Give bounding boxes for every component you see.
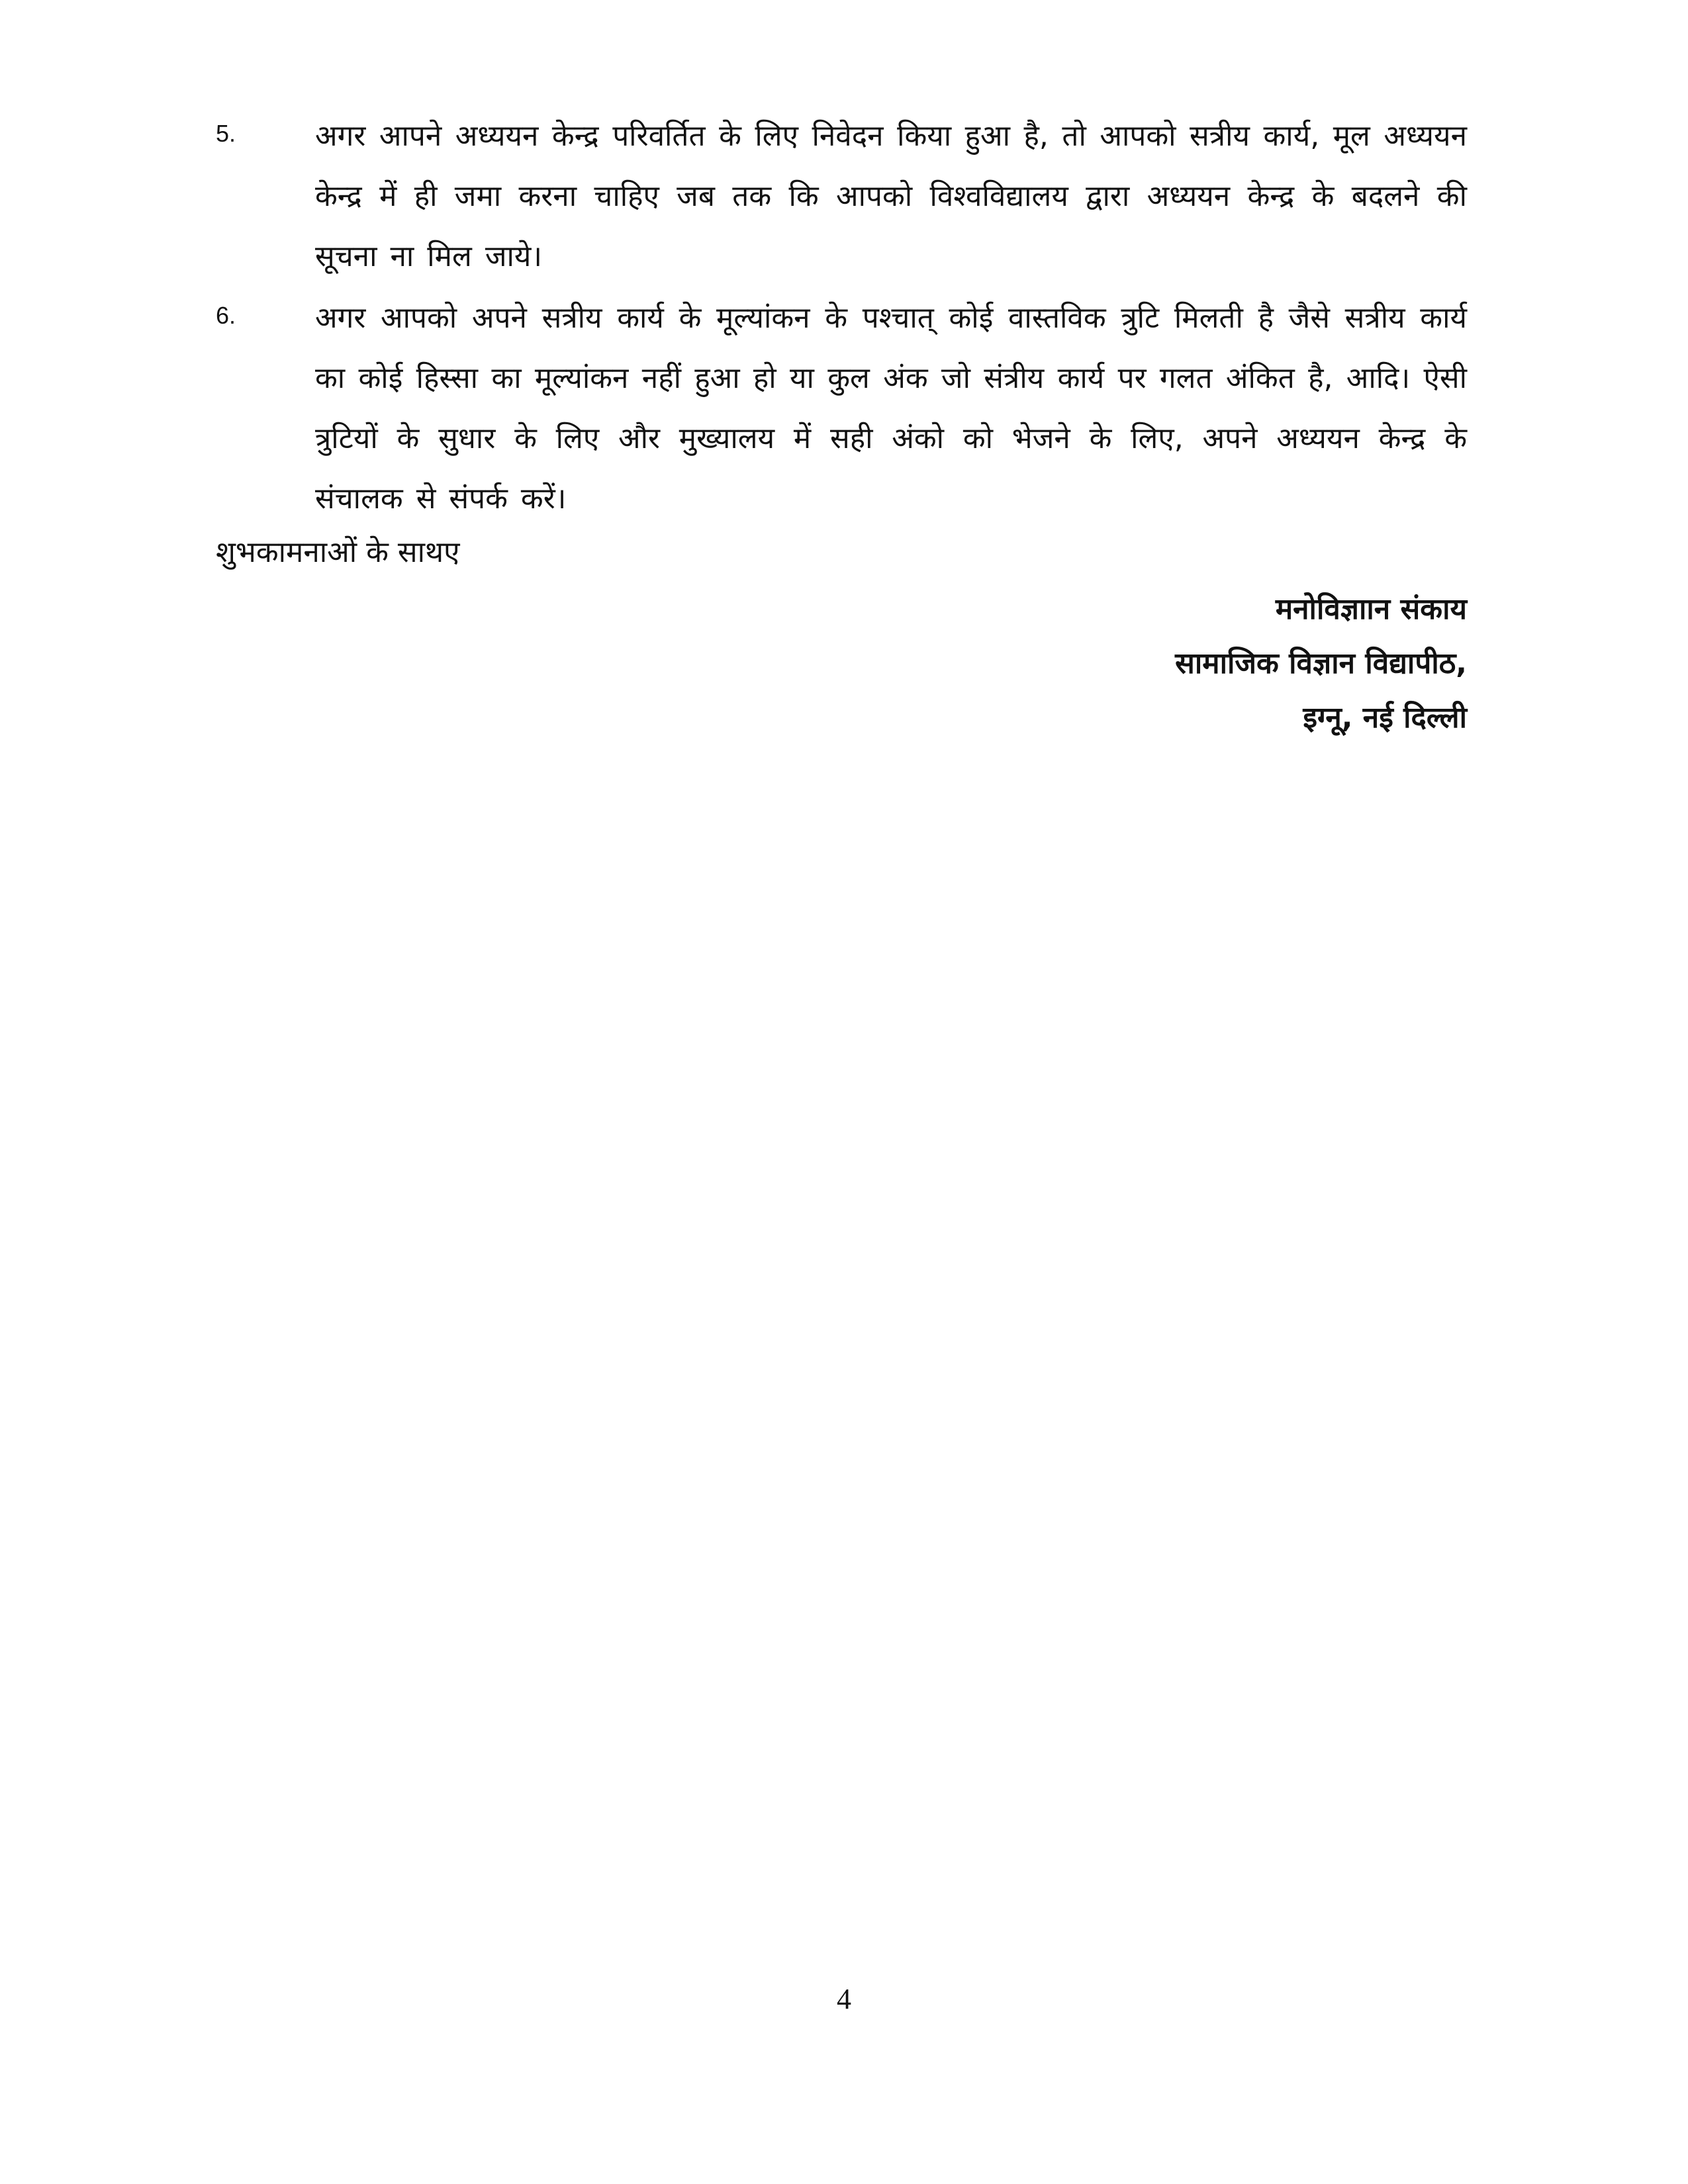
list-item-text: अगर आपको अपने सत्रीय कार्य के मूल्यांकन के पश्चात् कोई वास्तविक त्रुटि मिलती है जैसे सत्रीय कार्य का कोई हिस्सा का मूल्यांकन नहीं हुआ हो या कुल अंक जो संत्रीय कार्य पर गलत अंकित है, आदि। ऐसी त्रुटियों के सुधार के लिए और मुख्यालय में सही अंको को भेजने के लिए, अपने अध्ययन केन्द्र के संचालक से संपर्क करें। (315, 301, 1467, 516)
list-item-text: अगर आपने अध्ययन केन्द्र परिवर्तित के लिए निवेदन किया हुआ है, तो आपको सत्रीय कार्य, मूल अध्ययन केन्द्र में ही जमा करना चाहिए जब तक कि आपको विश्वविद्यालय द्वारा अध्ययन केन्द्र के बदलने की सूचना ना मिल जाये। (315, 119, 1467, 273)
list-item (216, 288, 1467, 529)
list-item (216, 106, 1467, 287)
list-item-number: 5. (216, 120, 236, 147)
closing-greeting: शुभकामनाओं के साथए (216, 535, 460, 569)
page-number: 4 (837, 1983, 851, 2015)
signature-block (1175, 582, 1467, 745)
list-item-number: 6. (216, 302, 236, 329)
signature-school: सामाजिक विज्ञान विद्यापीठ, (1175, 647, 1467, 680)
instructions-list (216, 106, 1467, 530)
signature-university: इग्नू, नई दिल्ली (1303, 701, 1467, 735)
signature-faculty: मनोविज्ञाान संकाय (1275, 592, 1467, 626)
